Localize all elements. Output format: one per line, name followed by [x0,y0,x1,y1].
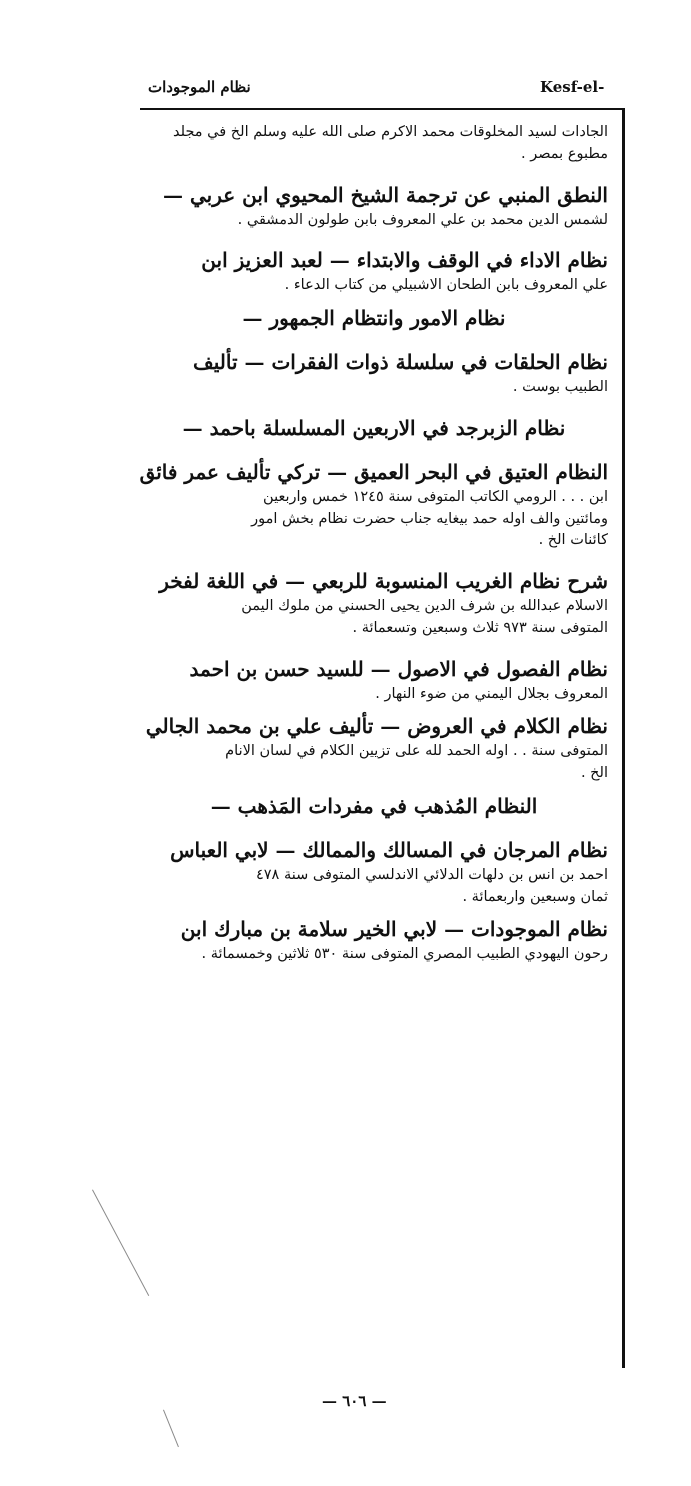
entry-desc-line: المعروف بجلال اليمني من ضوء النهار . [375,685,608,702]
entry-desc-line: الخ . [580,765,608,781]
entry [140,413,608,443]
entry [140,654,608,706]
entry [140,180,608,232]
entry-title-line: النطق المنبي عن ترجمة الشيخ المحيوي ابن عربي — [163,182,608,207]
entry-title-line: نظام الامور وانتظام الجمهور — [242,306,506,330]
entry-desc-line: الجادات لسيد المخلوقات محمد الاكرم صلى الله عليه وسلم الخ في مجلد [173,124,608,140]
entry-title-line: نظام الحلقات في سلسلة ذوات الفقرات — تأليف [193,350,608,374]
entry [140,711,608,785]
entry-desc-line: ومائتين والف اوله حمد بيغايه جناب حضرت نظام بخش امور [251,510,608,527]
entry-title-line: نظام الموجودات — لابي الخير سلامة بن مبارك ابن [180,917,608,942]
volume-label: Kesf-el- [540,78,605,96]
entry-desc-line: المتوفى سنة ٩٧٣ ثلاث وسبعين وتسعمائة . [352,619,608,636]
entry-list [140,122,608,966]
running-title: نظام الموجودات [148,78,251,96]
entry-desc-line: لشمس الدين محمد بن علي المعروف بابن طولون الدمشقي . [237,211,608,228]
entry-title-line: النظام المُذهب في مفردات المَذهب — [210,793,538,818]
entry-title-line: شرح نظام الغريب المنسوبة للربعي — في اللغة لفخر [159,569,608,593]
entry-title-line: نظام المرجان في المسالك والممالك — لابي العباس [170,837,608,862]
entry-desc-line: الطبيب بوست . [512,379,608,395]
entry [140,914,608,966]
entry [140,457,608,552]
entry-title-line: نظام الزبرجد في الاربعين المسلسلة باحمد — [182,415,566,440]
entry-desc-line: الاسلام عبدالله بن شرف الدين يحيى الحسني من ملوك اليمن [241,598,608,614]
page-number: — ٦٠٦ — [322,1392,387,1410]
entry-title-line: نظام الفصول في الاصول — للسيد حسن بن احمد [189,656,608,681]
entry-desc-line: المتوفى سنة . . اوله الحمد لله على تزيين الكلام في لسان الانام [225,743,608,760]
entry-desc-line: علي المعروف بابن الطحان الاشبيلي من كتاب الدعاء . [284,277,608,294]
entry-desc-line: ابن . . . الرومي الكاتب المتوفى سنة ١٢٤٥ خمس واربعين [263,488,608,505]
margin-rule [622,110,625,1368]
header-rule [140,108,625,110]
entry [140,245,608,297]
entry [140,122,608,166]
entry [140,791,608,821]
entry [140,835,608,909]
entry-title-line: النظام العتيق في البحر العميق — تركي تأليف عمر فائق [140,459,608,484]
scan-mark [163,1410,179,1447]
entry-title-line: نظام الكلام في العروض — تأليف علي بن محمد الجالي [145,714,608,739]
entry [140,566,608,640]
entry [140,303,608,333]
entry-desc-line: ثمان وسبعين واربعمائة . [462,888,608,905]
entry-title-line: نظام الاداء في الوقف والابتداء — لعبد العزيز ابن [201,248,608,273]
entry [140,347,608,399]
entry-desc-line: رحون اليهودي الطبيب المصري المتوفى سنة ٥٣٠ ثلاثين وخمسمائة . [201,946,608,963]
scan-mark [92,1190,149,1296]
entry-desc-line: مطبوع بمصر . [521,145,608,162]
entry-desc-line: كائنات الخ . [538,532,608,549]
entry-desc-line: احمد بن انس بن دلهات الدلائي الاندلسي المتوفى سنة ٤٧٨ [255,866,608,883]
